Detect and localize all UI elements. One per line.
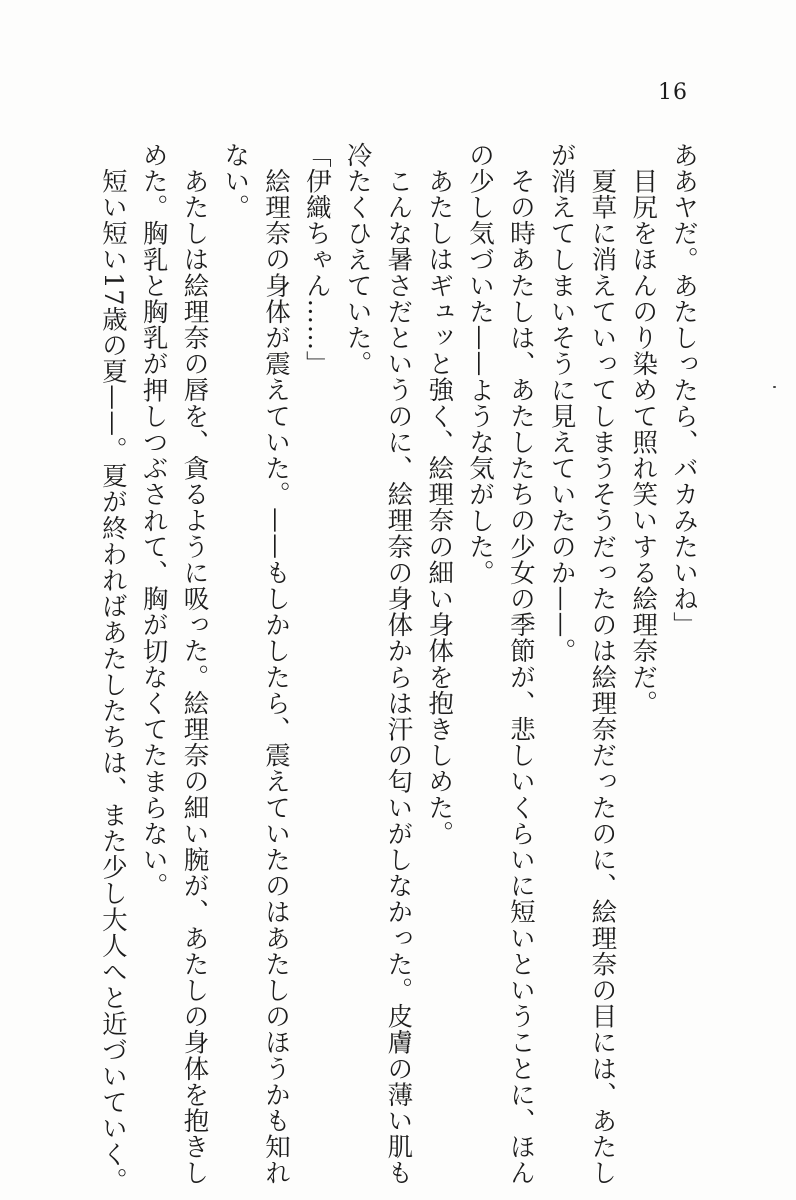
text-line: が消えてしまいそうに見えていたのか——。 [546,142,577,664]
text-line: 夏草に消えていってしまうそうだったのは絵理奈だったのに、絵理奈の目には、あたし [587,167,618,1186]
text-line: 目尻をほんのり染めて照れ笑いする絵理奈だ。 [628,167,659,716]
page-number: 16 [658,80,688,105]
vertical-text-body [92,142,704,1193]
scan-speck [773,386,776,388]
text-line: の少し気づいた——ような気がした。 [465,142,496,586]
text-line: 短い短い17歳の夏——。夏が終わればあたしたちは、また少し大人へと近づいていく。 [97,167,128,1193]
text-line: あたしはギュッと強く、絵理奈の細い身体を抱きしめた。 [424,167,455,847]
text-line: めた。胸乳と胸乳が押しつぶされて、胸が切なくてたまらない。 [138,142,169,899]
text-line: ない。 [220,142,251,221]
text-line: 絵理奈の身体が震えていた。——もしかしたら、震えていたのはあたしのほうかも知れ [261,167,292,1186]
text-line: ああヤだ。あたしったら、バカみたいね」 [669,142,699,638]
text-line: その時あたしは、あたしたちの少女の季節が、悲しいくらいに短いということに、ほん [505,167,536,1186]
text-line: 冷たくひえていた。 [342,142,373,377]
text-line: あたしは絵理奈の唇を、貪るように吸った。絵理奈の細い腕が、あたしの身体を抱きし [179,167,210,1186]
text-line: 「伊織ちゃん……」 [301,142,332,377]
text-line: こんな暑さだというのに、絵理奈の身体からは汗の匂いがしなかった。皮膚の薄い肌も [383,167,414,1186]
